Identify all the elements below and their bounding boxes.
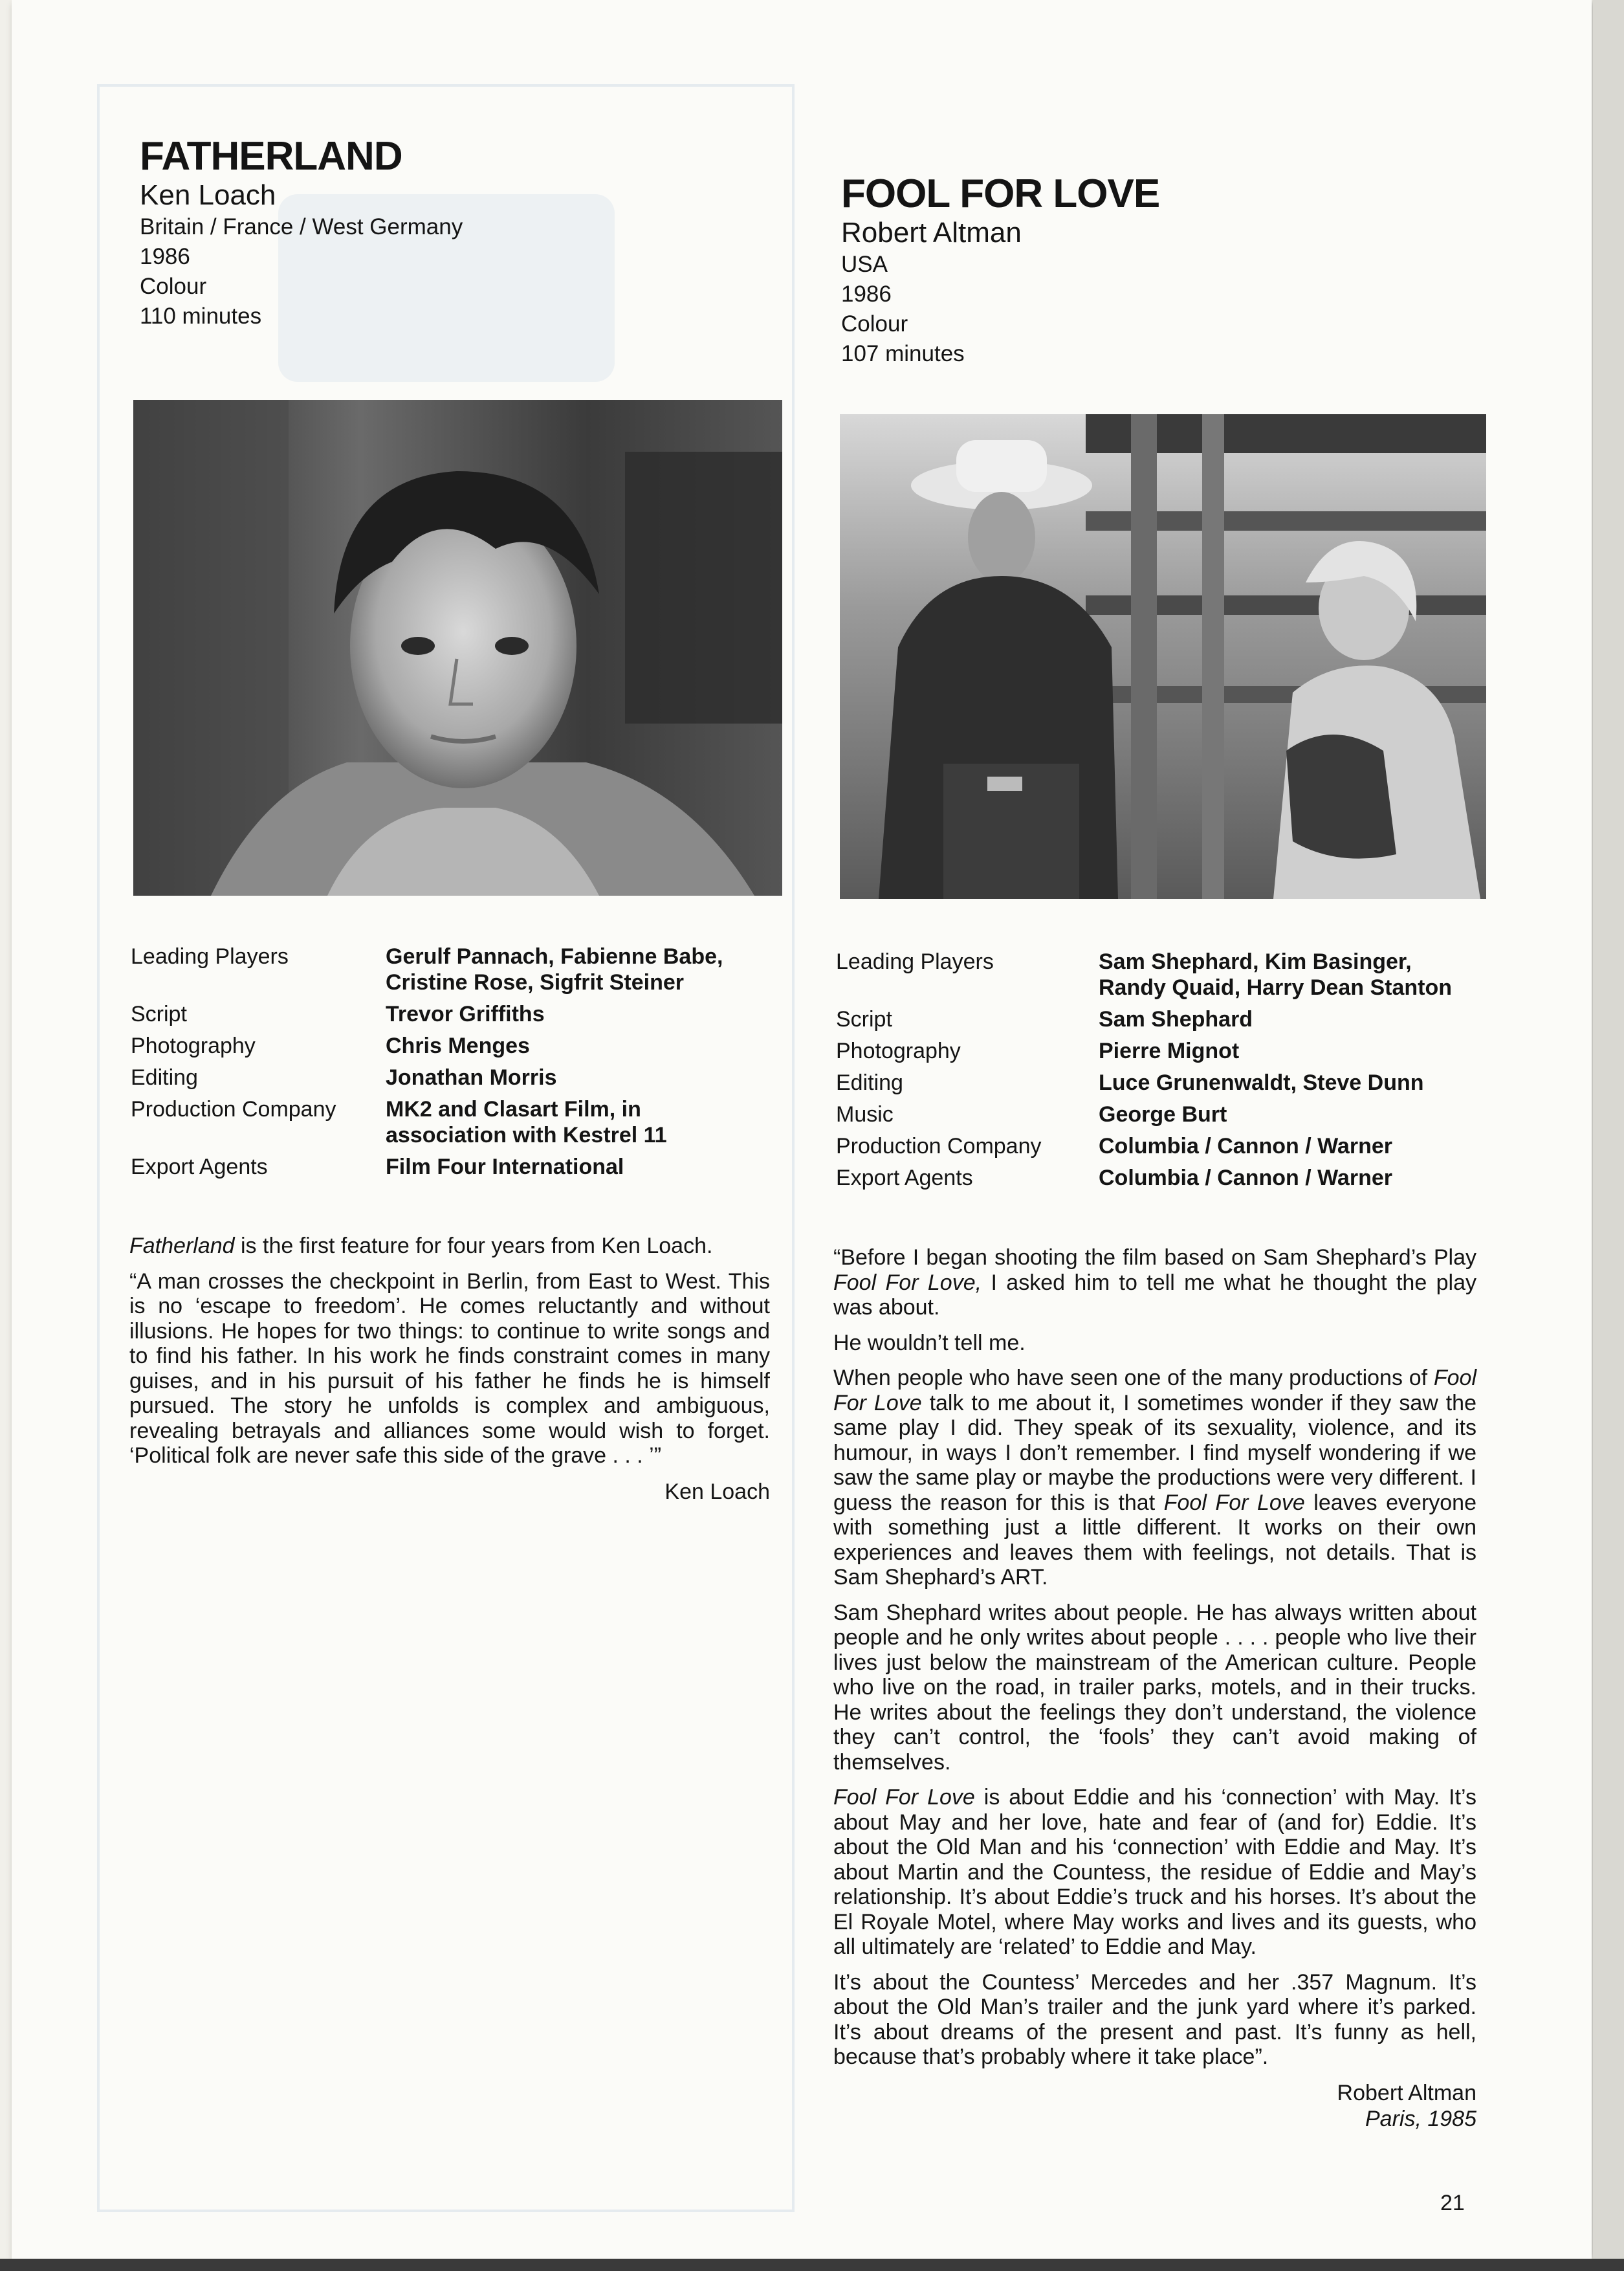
play-title: Fool For Love xyxy=(833,1366,1476,1415)
fool-for-love-credits xyxy=(836,949,1483,1197)
credit-role: Export Agents xyxy=(131,1155,268,1179)
play-title: Fool For Love xyxy=(833,1785,975,1810)
credit-role: Editing xyxy=(836,1070,903,1095)
credit-row xyxy=(131,944,765,1001)
credit-value: Columbia / Cannon / Warner xyxy=(1099,1134,1392,1158)
credit-role: Photography xyxy=(131,1034,256,1058)
credit-value: Sam Shephard xyxy=(1099,1007,1253,1032)
director-quote: “A man crosses the checkpoint in Berlin, from East to West. This is no ‘escape to freedom’. He comes reluctantly and without illusions. He hopes for two things: to continue to write songs and to find his father. In his work he finds constraint comes in many guises, and in his pursuit of his father he finds he is himself pursued. The story he unfolds is complex and ambiguous, revealing betrayals and alliances some would wish to forget. ‘Political folk are never safe this side of the grave . . . ’” xyxy=(129,1268,770,1468)
credit-role: Leading Players xyxy=(131,944,289,969)
film-title-italic: Fatherland xyxy=(129,1234,235,1258)
film-year: 1986 xyxy=(841,282,892,307)
credit-row xyxy=(131,1033,765,1065)
film-country: Britain / France / West Germany xyxy=(140,214,463,239)
page-edge xyxy=(1593,0,1624,2271)
film-title: FATHERLAND xyxy=(140,134,402,179)
fatherland-still-photo xyxy=(133,400,782,896)
credit-role: Script xyxy=(836,1007,892,1032)
credit-role: Photography xyxy=(836,1039,961,1063)
scan-border xyxy=(0,2259,1624,2271)
credit-role: Music xyxy=(836,1102,894,1127)
film-format: Colour xyxy=(140,274,207,299)
credit-row xyxy=(836,1006,1483,1038)
fool-for-love-still-photo xyxy=(840,414,1486,899)
credit-role: Leading Players xyxy=(836,949,994,974)
director-name: Robert Altman xyxy=(841,217,1022,249)
credit-role: Export Agents xyxy=(836,1166,973,1190)
film-year: 1986 xyxy=(140,244,190,269)
fatherland-text xyxy=(129,1234,770,1505)
left-film-header xyxy=(140,135,774,331)
page-number: 21 xyxy=(1440,2191,1465,2215)
credit-value: Chris Menges xyxy=(386,1034,530,1058)
credit-value: Columbia / Cannon / Warner xyxy=(1099,1166,1392,1190)
credit-role: Script xyxy=(131,1002,187,1026)
paragraph: Sam Shephard writes about people. He has always written about people and he only writes about people . . . . people who live their lives just below the mainstream of the American culture. People who live on the road, in trailer parks, motels, and in their trucks. He writes about the feelings they don’t understand, the violence they can’t control, the ‘fools’ they can’t avoid making of themselves. xyxy=(833,1600,1476,1775)
film-title: FOOL FOR LOVE xyxy=(841,172,1160,216)
paragraph-part: leaves everyone with something just a little different. It works on their own experiences and leaves them with feelings, not details. That is Sam Shephard’s ART. xyxy=(833,1490,1477,1590)
credit-value: Luce Grunenwaldt, Steve Dunn xyxy=(1099,1070,1424,1095)
credit-row xyxy=(836,949,1483,1006)
quote-cont: I asked him to tell me what he thought the play was about. xyxy=(833,1270,1476,1320)
film-country: USA xyxy=(841,252,888,277)
credit-value: Pierre Mignot xyxy=(1099,1039,1240,1063)
credit-row xyxy=(836,1038,1483,1070)
credit-role: Production Company xyxy=(131,1097,336,1122)
intro-sentence: is the first feature for four years from Ken Loach. xyxy=(234,1234,713,1258)
credit-row xyxy=(131,1065,765,1096)
credit-value: Sam Shephard, Kim Basinger, Randy Quaid, Harry Dean Stanton xyxy=(1099,949,1452,1000)
credit-row xyxy=(131,1001,765,1033)
play-title: Fool For Love xyxy=(1163,1490,1305,1515)
credit-role: Production Company xyxy=(836,1134,1042,1158)
credit-value: MK2 and Clasart Film, in association with Kestrel 11 xyxy=(386,1097,667,1147)
credit-value: Film Four International xyxy=(386,1155,624,1179)
credit-row xyxy=(131,1154,765,1186)
paragraph: He wouldn’t tell me. xyxy=(833,1330,1026,1355)
credit-value: Trevor Griffiths xyxy=(386,1002,545,1026)
signature-place: Paris, 1985 xyxy=(1365,2106,1476,2131)
credit-row xyxy=(836,1102,1483,1133)
play-title: Fool For Love, xyxy=(833,1270,982,1295)
right-film-header xyxy=(841,172,1462,369)
credit-row xyxy=(131,1096,765,1154)
credit-value: Jonathan Morris xyxy=(386,1065,557,1090)
paragraph-part: is about Eddie and his ‘connection’ with May. It’s about May and her love, hate and fear of (and for) Eddie. It’s about the Old Man and his ‘connection’ with Eddie and May. It’s about Martin and the Countess, the residue of Eddie and May’s relationship. It’s about Eddie’s truck and his horses. It’s about the El Royale Motel, where May works and lives and its guests, who all ultimately are ‘related’ to Eddie and May. xyxy=(833,1785,1476,1959)
credit-value: George Burt xyxy=(1099,1102,1227,1127)
paragraph: It’s about the Countess’ Mercedes and her .357 Magnum. It’s about the Old Man’s trailer and the junk yard where it’s parked. It’s about dreams of the present and past. It’s funny as hell, because that’s probably where it take place”. xyxy=(833,1969,1476,2069)
director-name: Ken Loach xyxy=(140,179,276,211)
credit-value: Gerulf Pannach, Fabienne Babe, Cristine Rose, Sigfrit Steiner xyxy=(386,944,723,995)
paragraph-part: When people who have seen one of the many productions of xyxy=(833,1366,1434,1390)
signature: Ken Loach xyxy=(664,1479,770,1504)
fatherland-credits xyxy=(131,944,765,1186)
film-duration: 107 minutes xyxy=(841,341,965,366)
credit-row xyxy=(836,1165,1483,1197)
paragraph-part: talk to me about it, I sometimes wonder if they saw the same play I did. They speak of its sexuality, violence, and its humour, in ways I don’t remember. I find myself wondering if we saw the same play or maybe the productions were very different. I guess the reason for this is that xyxy=(833,1390,1476,1515)
credit-row xyxy=(836,1133,1483,1165)
film-duration: 110 minutes xyxy=(140,304,262,329)
signature: Robert Altman xyxy=(1337,2080,1476,2105)
fool-for-love-text xyxy=(833,1245,1476,2132)
quote-start: “Before I began shooting the film based on Sam Shephard’s Play xyxy=(833,1245,1476,1270)
credit-row xyxy=(836,1070,1483,1102)
film-format: Colour xyxy=(841,311,908,337)
credit-role: Editing xyxy=(131,1065,198,1090)
